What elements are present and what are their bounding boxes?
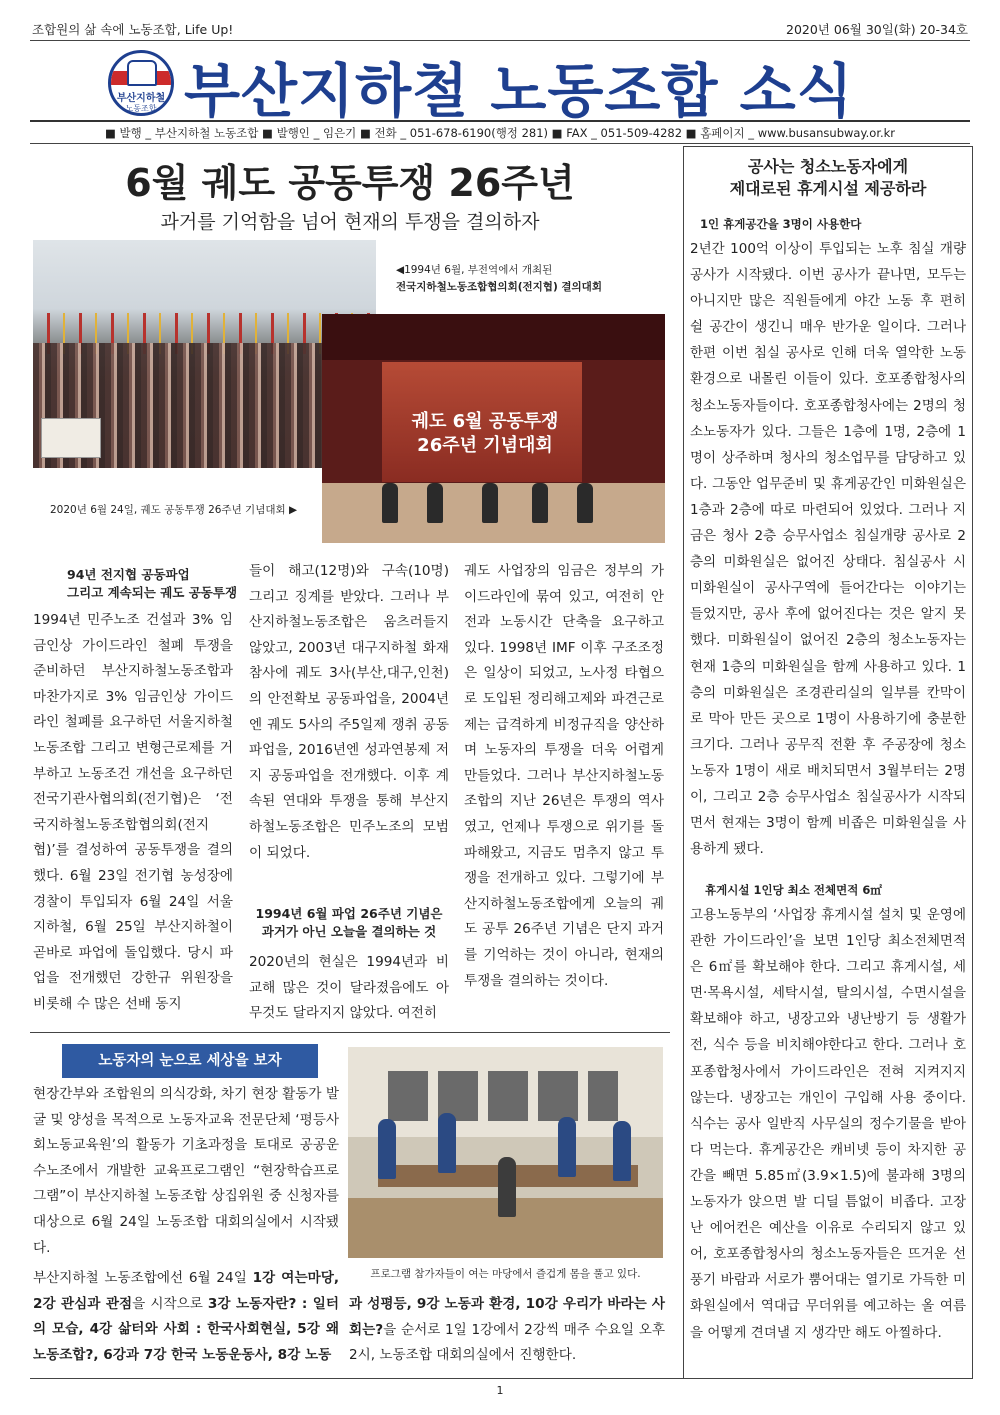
- article-column-1: 1994년 민주노조 건설과 3% 임금인상 가이드라인 철폐 투쟁을 준비하던 부산지하철노동조합과 마찬가지로 3% 임금인상 가이드라인 철폐를 요구하던 서울지하철노동조합 그리고 변형근로제를 거부하고 노동조건 개선을 요구하던 전국기관사협의회(전기협)은 ‘전국지하철노동조합협의회(전지협)’를 결성하여 공동투쟁을 결의했다. 6월 23일 전기협 농성장에 경찰이 투입되자 6월 24일 서울지하철, 6월 25일 부산지하철이 곧바로 파업에 돌입했다. 당시 파업을 전개했던 강한규 위원장을 비롯해 수 많은 선배 동지: [33, 612, 233, 1012]
- photo-caption-education: 프로그램 참가자들이 여는 마당에서 즐겁게 몸을 풀고 있다.: [370, 1268, 641, 1280]
- logo-subtext: 노동조합: [125, 104, 157, 113]
- education-body-2: 부산지하철 노동조합에선 6월 24일 1강 여는마당, 2강 관심과 관점을 시작으로 3강 노동자란? : 일터의 모습, 4강 삶터와 사회 : 한국사회현실, 5강 왜 노동조합?, 6강과 7강 한국 노동운동사, 8강 노동: [33, 1270, 339, 1363]
- photo-2020-event: [322, 314, 665, 543]
- issue-date: 2020년 06월 30일(화) 20-34호: [786, 22, 968, 37]
- photo-caption-1994: ◀1994년 6월, 부전역에서 개최된 전국지하철노동조합협의회(전지협) 결의대회: [396, 264, 602, 293]
- photo-education-session: [348, 1047, 663, 1258]
- masthead-rule: [30, 120, 970, 122]
- article-column-2: 들이 해고(12명)와 구속(10명) 그리고 징계를 받았다. 그러나 부산지하철노동조합은 움츠러들지 않았고, 2003년 대구지하철 화재 참사에 궤도 3사(부산,대구,인천)의 안전확보 공동파업을, 2004년엔 궤도 5사의 주5일제 쟁취 공동파업을, 2016년엔 성과연봉제 저지 공동파업을 전개했다. 이후 계속된 연대와 투쟁을 통해 부산지하철노동조합은 민주노조의 모범이 되었다.: [249, 563, 449, 861]
- photo-banner-text: 궤도 6월 공동투쟁: [411, 411, 559, 432]
- education-body-1: 현장간부와 조합원의 의식강화, 차기 현장 활동가 발굴 및 양성을 목적으로 노동자교육 전문단체 ‘평등사회노동교육원’의 활동가 기초과정을 토대로 공공운수노조에서 개발한 교육프로그램인 “현장학습프로그램”이 부산지하철 노동조합 상집위원 중 신청자를 대상으로 6월 24일 노동조합 대회의실에서 시작됐다.: [33, 1086, 340, 1256]
- sidebar-subheading-1: 1인 휴게공간을 3명이 사용한다: [700, 217, 862, 231]
- sidebar-body-1: 2년간 100억 이상이 투입되는 노후 침실 개량공사가 시작됐다. 이번 공사가 끝나면, 모두는 아니지만 많은 직원들에게 야간 노동 후 편히 쉴 공간이 생긴니 매우 반가운 일이다. 그러나 한편 이번 침실 공사로 인해 더욱 열악한 노동환경으로 내몰린 이들이 있다. 호포종합청사의 청소노동자들이다. 호포종합청사에는 2명의 청소노동자가 있다. 그들은 1층에 1명, 2층에 1명이 상주하며 청사의 청소업무를 담당하고 있다. 그동안 업무준비 및 휴게공간인 미화원실은 1층과 2층에 따로 마련되어 있었다. 그러나 지금은 청사 2층 승무사업소 침실개량 공사로 2층의 미화원실은 없어진 상태다. 침실공사 시 미화원실이 공사구역에 들어간다는 이야기는 들었지만, 공사 후에 없어진다는 것은 알지 못했다. 미화원실이 없어진 2층의 청소노동자는 현재 1층의 미화원실을 함께 사용하고 있다. 1층의 미화원실은 조경관리실의 일부를 칸막이로 막아 만든 곳으로 1명이 사용하기에 충분한 크기다. 그러나 공무직 전환 후 주공장에 청소노동자 1명이 새로 배치되면서 3월부터는 2명이, 그리고 2층 승무사업소 침실공사가 시작되면서 현재는 3명이 함께 비좁은 미화원실을 사용하게 됐다.: [690, 241, 966, 858]
- masthead-title: 부산지하철 노동조합 소식: [184, 57, 854, 125]
- article-column-3: 궤도 사업장의 임금은 정부의 가이드라인에 묶여 있고, 여전히 안전과 노동시간 단축을 요구하고 있다. 1998년 IMF 이후 구조조정은 일상이 되었고, 노사정 타협으로 도입된 정리해고제와 파견근로제는 급격하게 비정규직을 양산하며 노동자의 투쟁을 더욱 어렵게 만들었다. 그러나 부산지하철노동조합의 지난 26년은 투쟁의 역사였고, 언제나 투쟁으로 위기를 돌파해왔고, 지금도 멈추지 않고 투쟁을 전개하고 있다. 그렇기에 부산지하철노동조합에게 오늘의 궤도 공투 26주년 기념은 단지 과거를 기억하는 것이 아니라, 현재의 투쟁을 결의하는 것이다.: [464, 563, 664, 989]
- article-column-2b: 2020년의 현실은 1994년과 비교해 많은 것이 달라졌음에도 아무것도 달라지지 않았다. 여전히: [249, 954, 449, 1022]
- education-body-3: 과 성평등, 9강 노동과 환경, 10강 우리가 바라는 사회는?을 순서로 1일 1강에서 2강씩 매주 수요일 오후 2시, 노동조합 대회의실에서 진행한다.: [349, 1296, 665, 1364]
- section-heading-1: 94년 전지협 공동파업 그리고 계속되는 궤도 공동투쟁: [67, 567, 238, 600]
- top-rule: [30, 40, 970, 41]
- footer-rule: [30, 1378, 970, 1379]
- sidebar-title: 공사는 청소노동자에게 제대로된 휴게시설 제공하라: [729, 157, 927, 198]
- section-divider: [30, 1032, 670, 1033]
- header-slogan: 조합원의 삶 속에 노동조합, Life Up!: [32, 22, 234, 37]
- photo-banner-text-2: 26주년 기념대회: [417, 435, 553, 456]
- section-heading-2: 1994년 6월 파업 26주년 기념은 과거가 아닌 오늘을 결의하는 것: [255, 906, 443, 939]
- publication-info: ■ 발행 _ 부산지하철 노동조합 ■ 발행인 _ 임은기 ■ 전화 _ 051-678-6190(행정 281) ■ FAX _ 051-509-4282 ■ 홈페이지 _ www.busansubway.or.kr: [104, 126, 896, 140]
- photo-caption-2020: 2020년 6월 24일, 궤도 공동투쟁 26주년 기념대회 ▶: [50, 504, 298, 516]
- page-number: 1: [496, 1384, 504, 1397]
- logo-text: 부산지하철: [116, 93, 166, 104]
- education-banner: 노동자의 눈으로 세상을 보자: [62, 1044, 318, 1078]
- train-icon: [127, 60, 157, 86]
- sidebar-subheading-2: 휴게시설 1인당 최소 전체면적 6㎡: [705, 883, 882, 897]
- main-headline: 6월 궤도 공동투쟁 26주년: [125, 161, 575, 205]
- main-subhead: 과거를 기억함을 넘어 현재의 투쟁을 결의하자: [160, 211, 540, 233]
- info-rule: [30, 143, 970, 144]
- sidebar-body-2: 고용노동부의 ‘사업장 휴게시설 설치 및 운영에 관한 가이드라인’을 보면 1인당 최소전체면적은 6㎡를 확보해야 한다. 그리고 휴게시설, 세면·목욕시설, 세탁시설, 탈의시설, 수면시설을 확보해야 하고, 냉장고와 냉난방기 등 생활가전, 식수 등을 비치해야한다고 한다. 그러나 호포종합청사에서 가이드라인은 전혀 지켜지지 않는다. 냉장고는 개인이 구입해 사용 중이다. 식수는 공사 일반직 사무실의 정수기물을 받아다 먹는다. 휴게공간은 캐비넷 등이 차지한 공간을 빼면 5.85㎡(3.9×1.5)에 불과해 3명의 노동자가 앉으면 발 디딜 틈없이 비좁다. 고장난 에어컨은 예산을 이유로 수리되지 않고 있어, 호포종합청사의 청소노동자들은 뜨거운 선풍기 바람과 서로가 뿜어대는 열기로 가득한 미화원실에서 역대급 무더위를 예고하는 올 여름을 어떻게 견뎌낼 지 생각만 해도 아찔하다.: [690, 907, 966, 1341]
- union-logo: [108, 50, 174, 116]
